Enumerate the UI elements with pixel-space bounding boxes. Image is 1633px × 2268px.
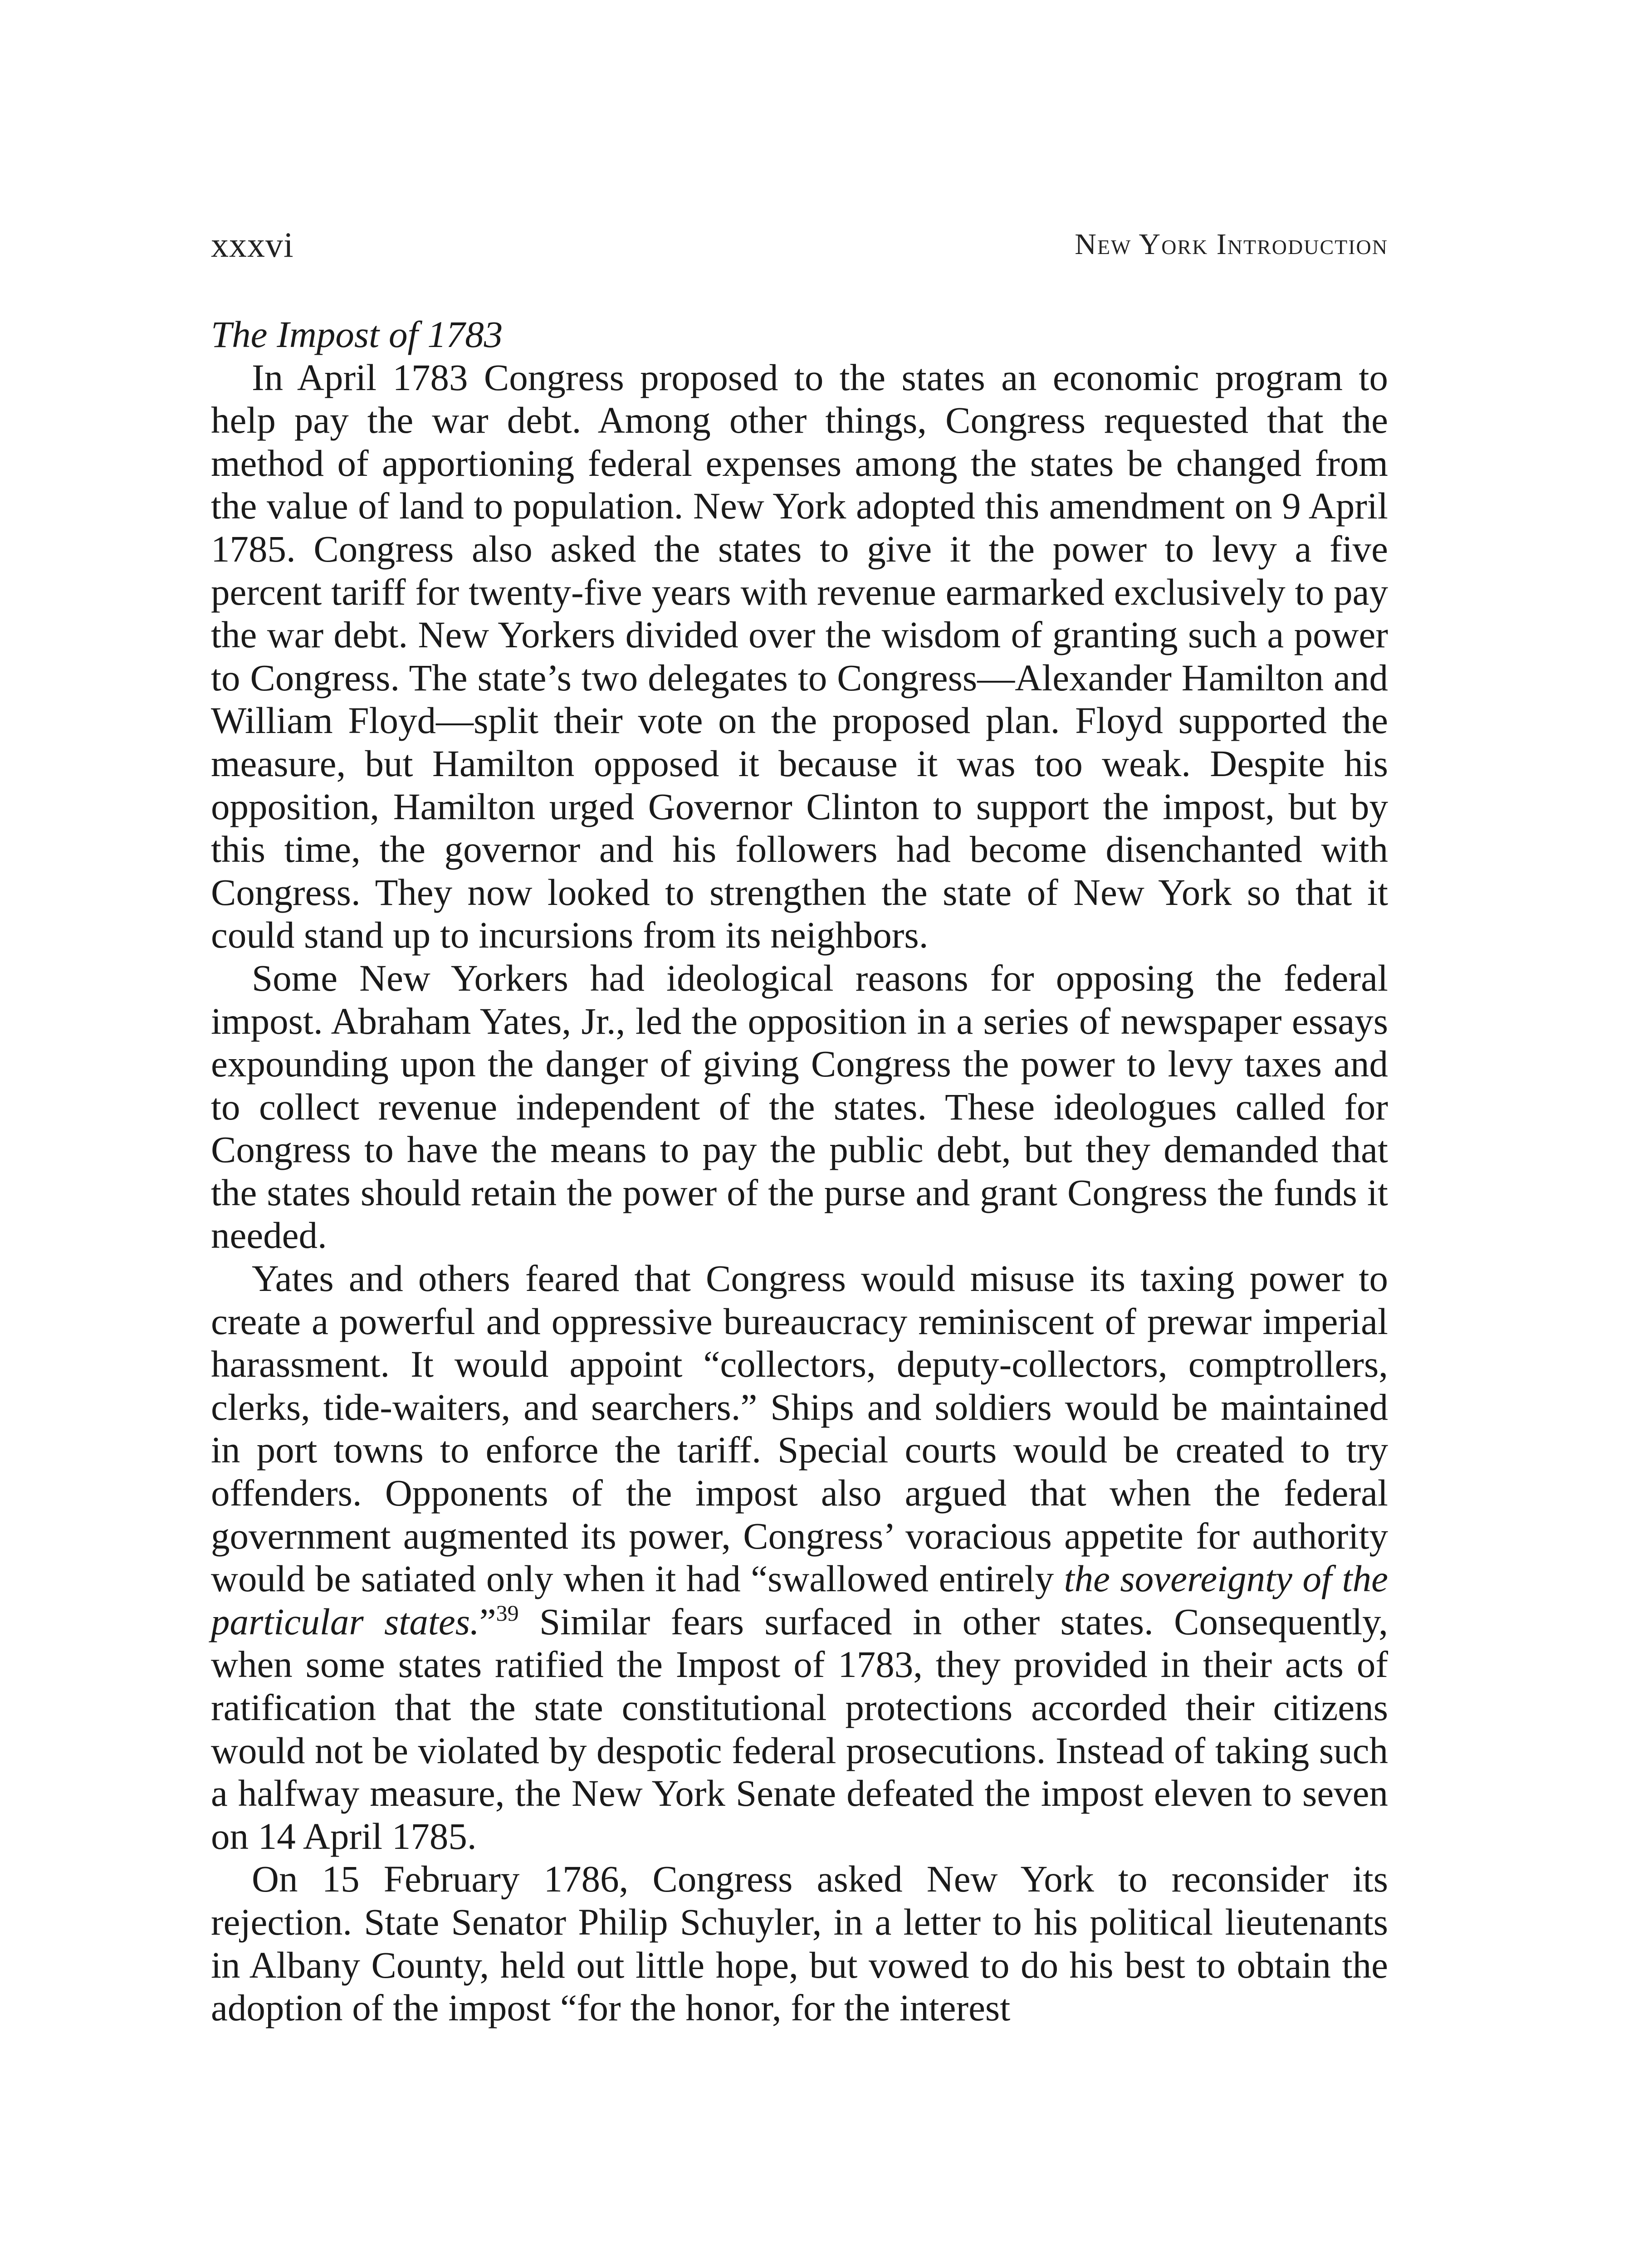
paragraph-1: In April 1783 Congress proposed to the states an economic program to help pay the war debt. Among other things, Congress requested that the method of apportioning federal expenses among the states be changed from the value of land to population. New York adopted this amendment on 9 April 1785. Congress also asked the states to give it the power to levy a five percent tariff for twenty-five years with revenue earmarked exclusively to pay the war debt. New Yorkers divided over the wisdom of granting such a power to Congress. The state’s two delegates to Congress—Alexander Hamilton and William Floyd—split their vote on the proposed plan. Floyd supported the measure, but Hamilton opposed it because it was too weak. Despite his opposition, Hamilton urged Governor Clinton to support the impost, but by this time, the governor and his followers had become disenchanted with Congress. They now looked to strengthen the state of New York so that it could stand up to incursions from its neighbors. (211, 356, 1388, 956)
body-text (211, 313, 1388, 2029)
paragraph-3 (211, 1257, 1388, 1857)
paragraph-3-text-a: Yates and others feared that Congress would misuse its taxing power to create a powerful and oppressive bureaucracy reminiscent of prewar imperial harassment. It would appoint “collectors, deputy-collectors, comptrollers, clerks, tide-waiters, and searchers.” Ships and soldiers would be maintained in port towns to enforce the tariff. Special courts would be created to try offenders. Opponents of the impost also argued that when the federal government augmented its power, Congress’ voracious appetite for authority would be satiated only when it had “swallowed entirely (211, 1257, 1388, 1600)
footnote-marker[interactable]: 39 (496, 1600, 519, 1626)
paragraph-3-text-b: Similar fears surfaced in other states. Consequently, when some states ratified the Impost of 1783, they provided in their acts of ratification that the state constitutional protections accorded their citizens would not be violated by despotic federal prosecutions. Instead of taking such a halfway measure, the New York Senate defeated the impost eleven to seven on 14 April 1785. (211, 1600, 1388, 1857)
running-head (211, 225, 1388, 270)
running-title: New York Introduction (1075, 228, 1388, 261)
paragraph-2: Some New Yorkers had ideological reasons for opposing the federal impost. Abraham Yates, Jr., led the opposition in a series of newspaper essays expounding upon the danger of giving Congress the power to levy taxes and to collect revenue independent of the states. These ideologues called for Congress to have the means to pay the public debt, but they demanded that the states should retain the power of the purse and grant Congress the funds it needed. (211, 957, 1388, 1256)
section-heading: The Impost of 1783 (211, 313, 503, 355)
page-number: xxxvi (211, 225, 294, 264)
paragraph-4: On 15 February 1786, Congress asked New York to reconsider its rejection. State Senator Philip Schuyler, in a letter to his political lieutenants in Albany County, held out little hope, but vowed to do his best to obtain the adoption of the impost “for the honor, for the interest (211, 1858, 1388, 2029)
closing-quote: ” (479, 1600, 496, 1642)
quoted-phrase-italic: the sovereignty of the particular states. (211, 1558, 1388, 1642)
